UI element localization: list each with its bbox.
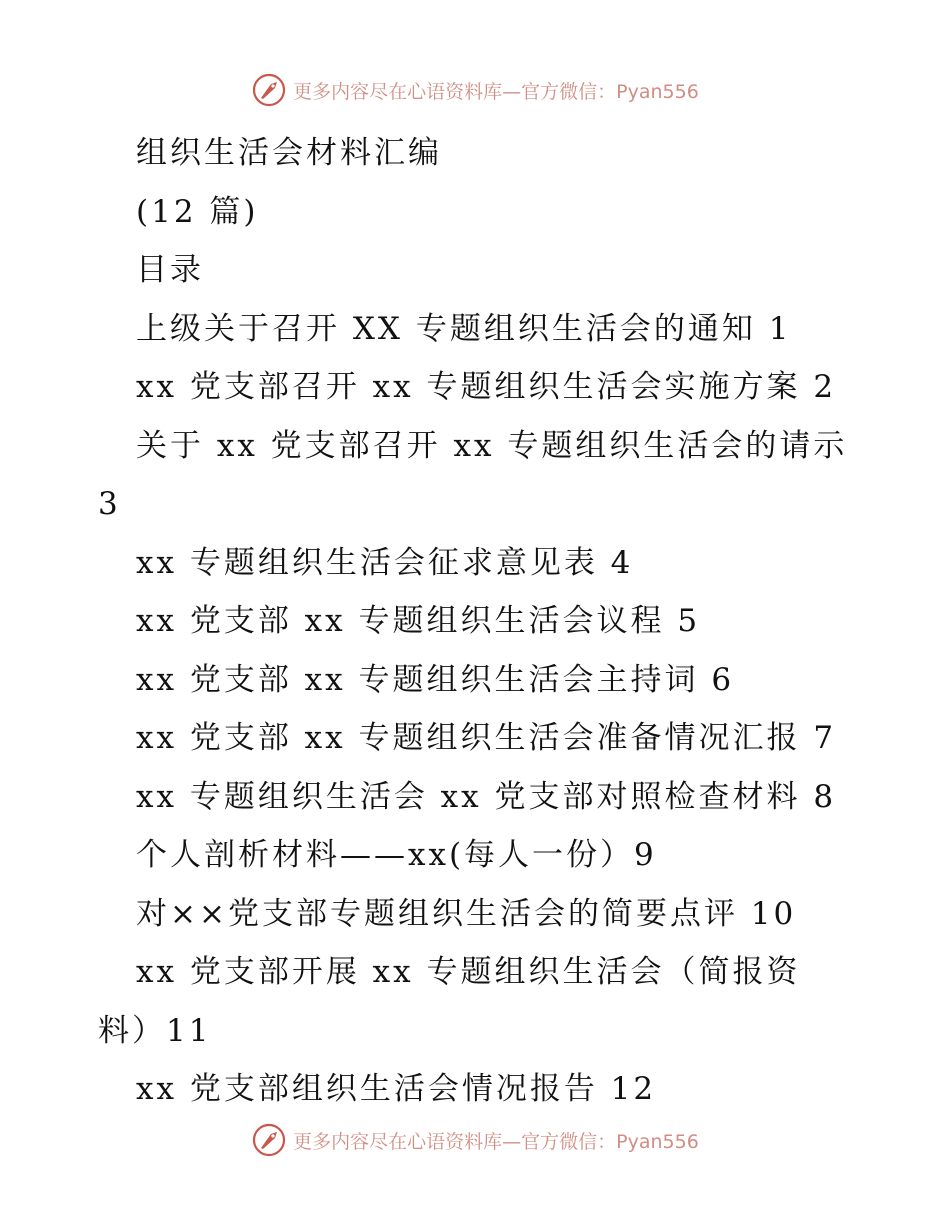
toc-line-continuation: 3	[98, 486, 121, 522]
toc-line-continuation: 料）11	[98, 1012, 212, 1049]
toc-line: 对××党支部专题组织生活会的简要点评 10	[136, 895, 797, 932]
document-subtitle: (12 篇)	[136, 193, 259, 230]
toc-line: xx 党支部 xx 专题组织生活会议程 5	[136, 603, 701, 639]
toc-line: 上级关于召开 XX 专题组织生活会的通知 1	[136, 310, 792, 347]
toc-line: xx 党支部 xx 专题组织生活会主持词 6	[136, 661, 735, 698]
toc-line: xx 专题组织生活会征求意见表 4	[136, 544, 634, 581]
toc-line: xx 党支部组织生活会情况报告 12	[136, 1071, 657, 1107]
toc-line: 个人剖析材料——xx(每人一份）9	[136, 837, 657, 873]
toc-line: 关于 xx 党支部召开 xx 专题组织生活会的请示	[136, 427, 848, 464]
watermark-text: 更多内容尽在心语资料库—官方微信：Pyan556	[293, 1130, 699, 1153]
pen-nib-icon	[251, 72, 287, 108]
toc-line: xx 党支部召开 xx 专题组织生活会实施方案 2	[136, 369, 837, 405]
document-body	[0, 124, 950, 1119]
toc-line: xx 党支部开展 xx 专题组织生活会（简报资	[136, 954, 801, 990]
toc-heading: 目录	[136, 252, 204, 288]
top-watermark	[0, 70, 950, 110]
watermark-text: 更多内容尽在心语资料库—官方微信：Pyan556	[293, 80, 699, 103]
pen-nib-icon	[251, 1122, 287, 1158]
toc-line: xx 专题组织生活会 xx 党支部对照检查材料 8	[136, 778, 837, 815]
document-title: 组织生活会材料汇编	[136, 135, 442, 171]
toc-line: xx 党支部 xx 专题组织生活会准备情况汇报 7	[136, 720, 837, 756]
bottom-watermark	[0, 1120, 950, 1160]
